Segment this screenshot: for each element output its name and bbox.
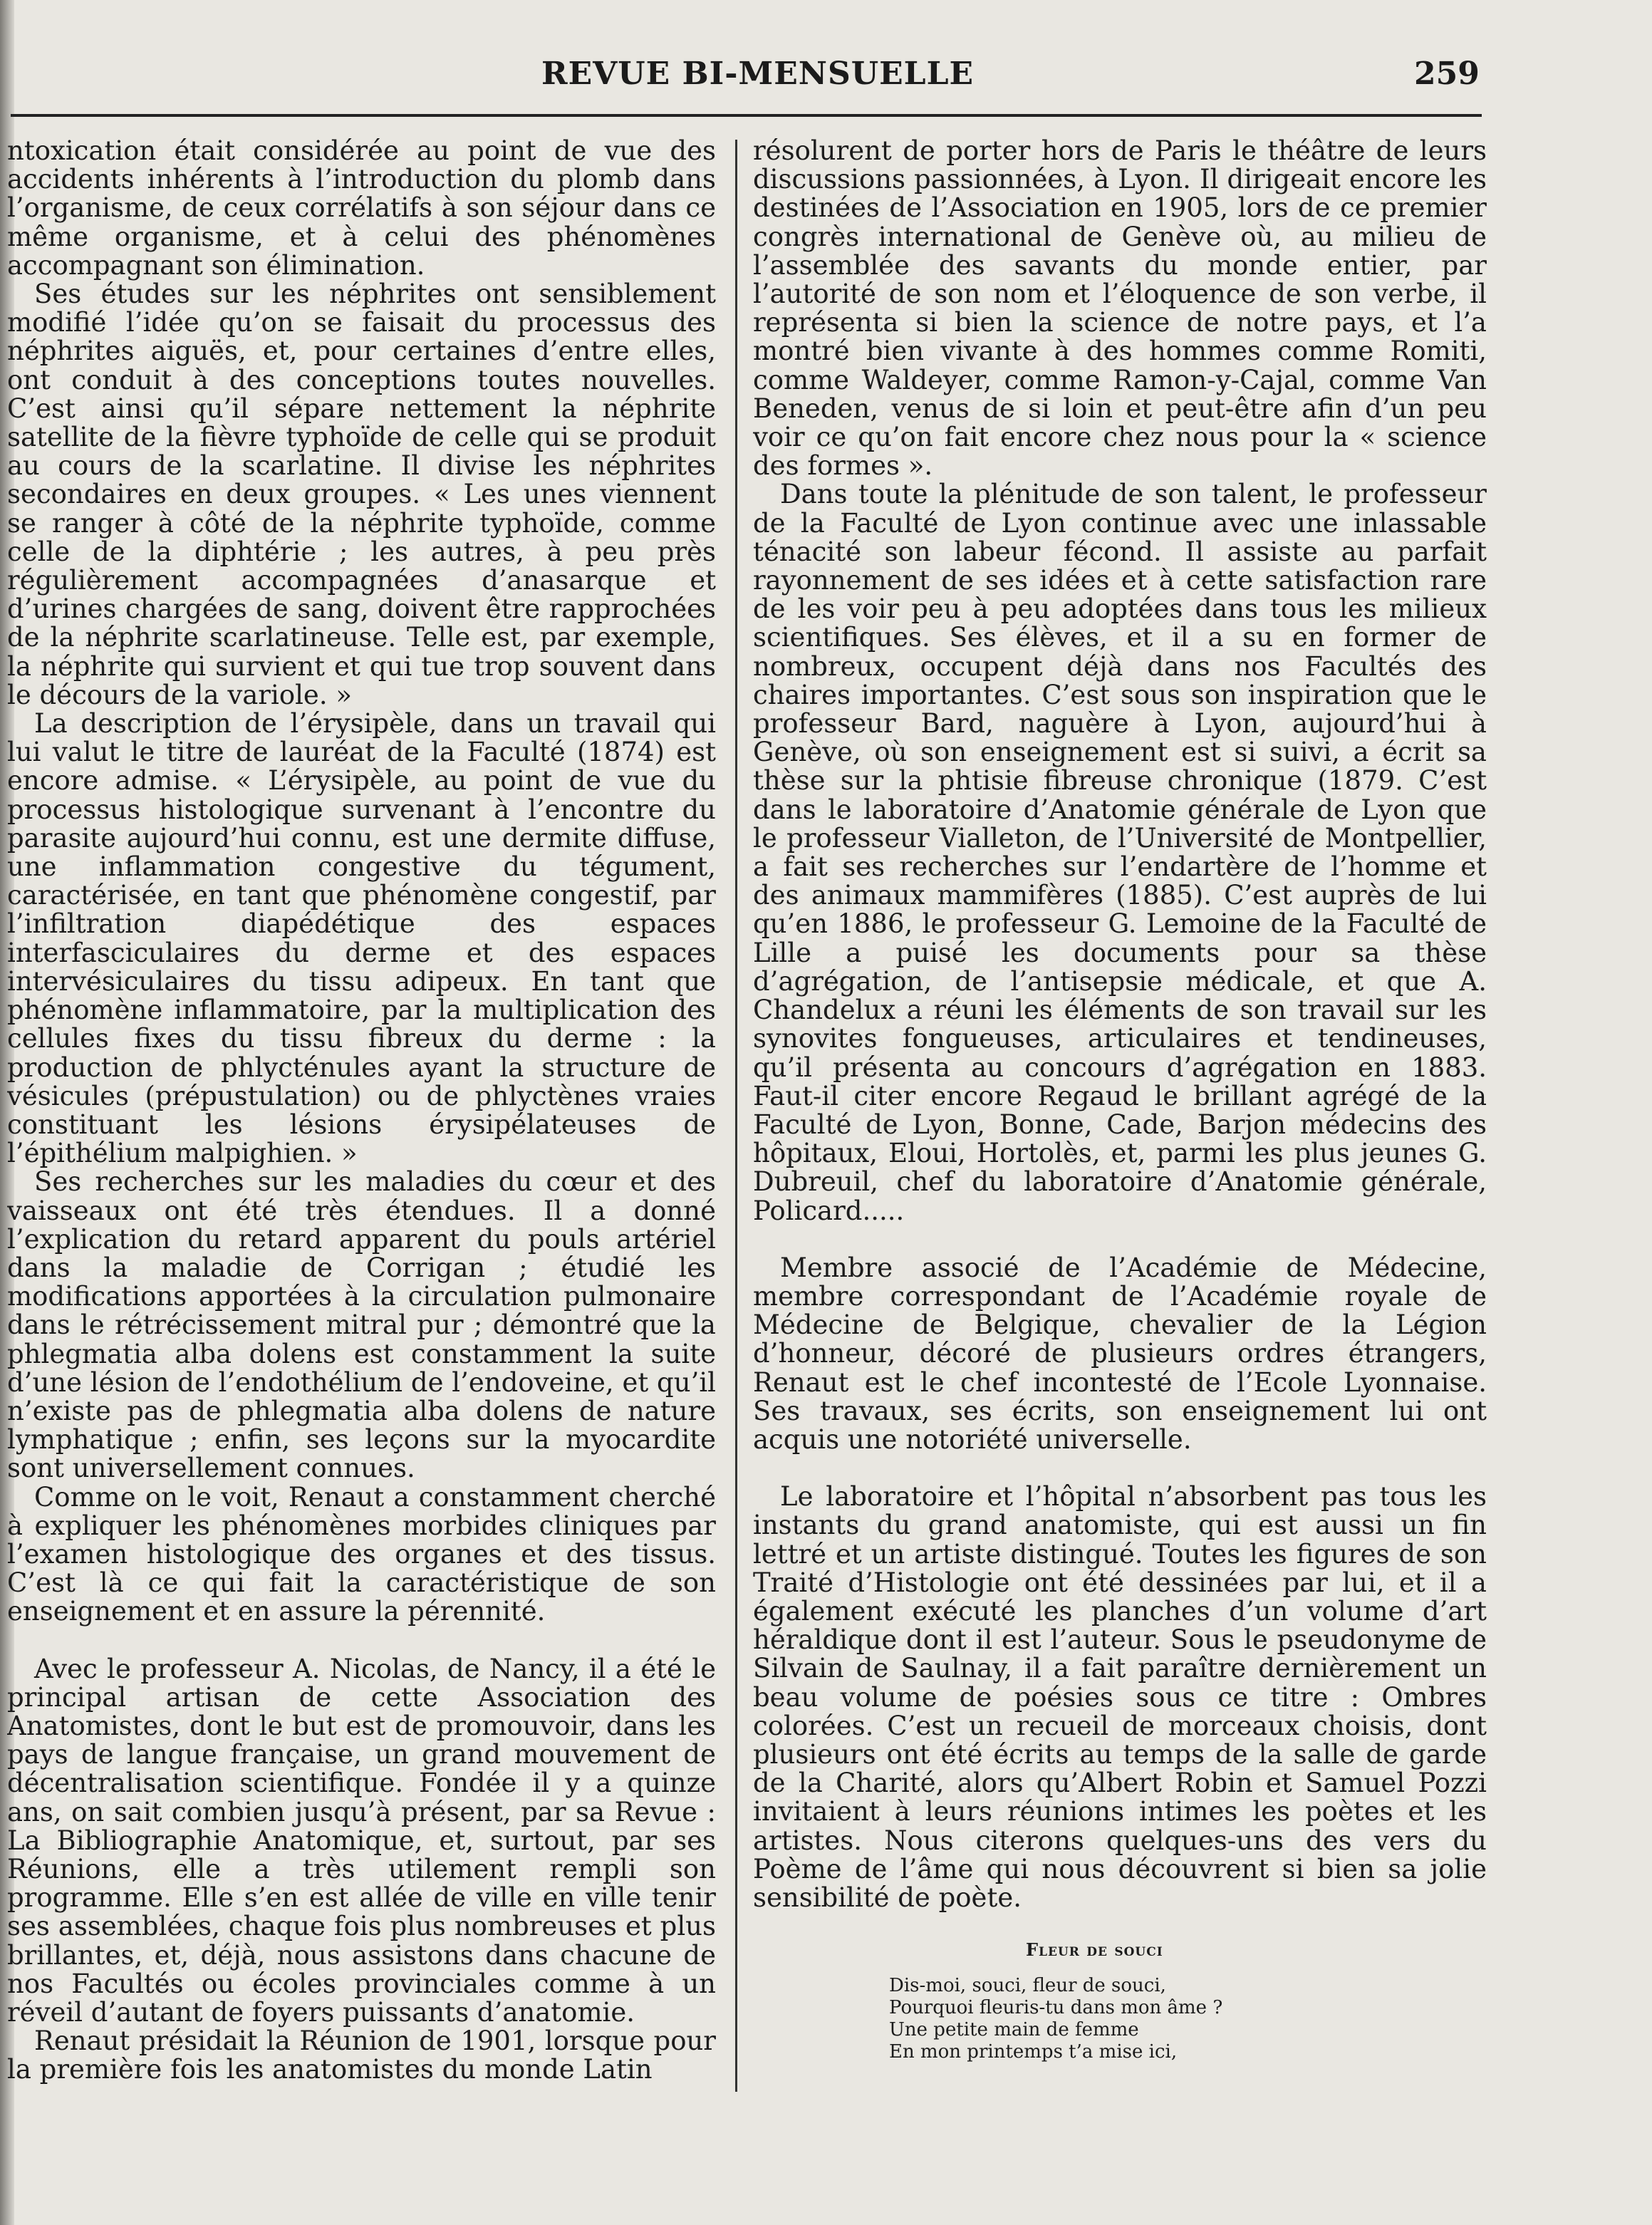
paragraph: Comme on le voit, Renaut a constamment cherché à expliquer les phénomènes morbides cliniques par l’examen histologique des organes et des tissus. C’est là ce qui fait la caractéristique de son enseignement et en assure la pérennité. <box>7 1481 716 1627</box>
paragraph: Membre associé de l’Académie de Médecine, membre correspondant de l’Académie royale de Médecine de Belgique, chevalier de la Légion d’honneur, décoré de plusieurs ordres étrangers, Renaut est le chef incontesté de l’Ecole Lyonnaise. Ses travaux, ses écrits, son enseignement lui ont acquis une notoriété universelle. <box>753 1252 1487 1455</box>
poem-title: Fleur de souci <box>1026 1939 1163 1960</box>
left-column <box>7 137 716 2089</box>
header-rule <box>11 114 1482 117</box>
paragraph: Ses recherches sur les maladies du cœur et des vaisseaux ont été très étendues. Il a donné l’explication du retard apparent du pouls artériel dans la maladie de Corrigan ; étudié les modifications apportées à la circulation pulmonaire dans le rétrécissement mitral pur ; démontré que la phlegmatia alba dolens est constamment la suite d’une lésion de l’endothélium de l’endoveine, et qu’il n’existe pas de phlegmatia alba dolens de nature lymphatique ; enfin, ses leçons sur la myocardite sont universellement connues. <box>7 1166 716 1484</box>
paragraph: Renaut présidait la Réunion de 1901, lorsque pour la première fois les anatomistes du monde Latin <box>7 2026 716 2085</box>
paragraph: Avec le professeur A. Nicolas, de Nancy, il a été le principal artisan de cette Association des Anatomistes, dont le but est de promouvoir, dans les pays de langue française, un grand mouvement de décentralisation scientifique. Fondée il y a quinze ans, on sait combien jusqu’à présent, par sa Revue : La Bibliographie Anatomique, et, surtout, par ses Réunions, elle a très utilement rempli son programme. Elle s’en est allée de ville en ville tenir ses assemblées, chaque fois plus nombreuses et plus brillantes, et, déjà, nous assistons dans chacune de nos Facultés ou écoles provinciales comme à un réveil d’autant de foyers puissants d’anatomie. <box>7 1653 716 2028</box>
poem-line: Une petite main de femme <box>889 2019 1139 2040</box>
page-header <box>0 56 1482 105</box>
poem <box>889 1975 1222 2063</box>
running-head: REVUE BI-MENSUELLE <box>541 56 975 92</box>
paragraph: résolurent de porter hors de Paris le théâtre de leurs discussions passionnées, à Lyon. Il dirigeait encore les destinées de l’Association en 1905, lors de ce premier congrès international de Genève où, au milieu de l’assemblée des savants du monde entier, par l’autorité de son nom et l’éloquence de son verbe, il représenta si bien la science de notre pays, et l’a montré bien vivante à des hommes comme Romiti, comme Waldeyer, comme Ramon-y-Cajal, comme Van Beneden, venus de si loin et peut-être afin d’un peu voir ce qu’on fait encore chez nous pour la « science des formes ». <box>753 137 1487 482</box>
paragraph: ntoxication était considérée au point de vue des accidents inhérents à l’introduction du plomb dans l’organisme, de ceux corrélatifs à son séjour dans ce même organisme, et à celui des phénomènes accompagnant son élimination. <box>7 137 716 281</box>
right-column <box>753 137 1487 1975</box>
poem-line: Pourquoi fleuris-tu dans mon âme ? <box>889 1997 1223 2018</box>
page-number: 259 <box>1414 56 1480 92</box>
paragraph: Le laboratoire et l’hôpital n’absorbent pas tous les instants du grand anatomiste, qui est aussi un fin lettré et un artiste distingué. Toutes les figures de son Traité d’Histologie ont été dessinées par lui, et il a également exécuté les planches d’un volume d’art héraldique dont il est l’auteur. Sous le pseudonyme de Silvain de Saulnay, il a fait paraître dernièrement un beau volume de poésies sous ce titre : Ombres colorées. C’est un recueil de morceaux choisis, dont plusieurs ont été écrits au temps de la salle de garde de la Charité, alors qu’Albert Robin et Samuel Pozzi invitaient à leurs réunions intimes les poètes et les artistes. Nous citerons quelques-uns des vers du Poème de l’âme qui nous découvrent si bien sa jolie sensibilité de poète. <box>753 1481 1487 1913</box>
column-divider <box>735 140 737 2092</box>
paragraph: Ses études sur les néphrites ont sensiblement modifié l’idée qu’on se faisait du processus des néphrites aiguës, et, pour certaines d’entre elles, ont conduit à des conceptions toutes nouvelles. C’est ainsi qu’il sépare nettement la néphrite satellite de la fièvre typhoïde de celle qui se produit au cours de la scarlatine. Il divise les néphrites secondaires en deux groupes. « Les unes viennent se ranger à côté de la néphrite typhoïde, comme celle de la diphtérie ; les autres, à peu près régulièrement accompagnées d’anasarque et d’urines chargées de sang, doivent être rapprochées de la néphrite scarlatineuse. Telle est, par exemple, la néphrite qui survient et qui tue trop souvent dans le décours de la variole. » <box>7 279 716 710</box>
poem-line: En mon printemps t’a mise ici, <box>889 2041 1178 2063</box>
paragraph: La description de l’érysipèle, dans un travail qui lui valut le titre de lauréat de la Faculté (1874) est encore admise. « L’érysipèle, au point de vue du processus histologique survenant à l’encontre du parasite aujourd’hui connu, est une dermite diffuse, une inflammation congestive du tégument, caractérisée, en tant que phénomène congestif, par l’infiltration diapédétique des espaces interfasciculaires du derme et des espaces intervésiculaires du tissu adipeux. En tant que phénomène inflammatoire, par la multiplication des cellules fixes du tissu fibreux du derme : la production de phlycténules ayant la structure de vésicules (prépustulation) ou de phlyctènes vraies constituant les lésions érysipélateuses de l’épithélium malpighien. » <box>7 708 716 1169</box>
poem-line: Dis-moi, souci, fleur de souci, <box>889 1975 1166 1996</box>
paragraph: Dans toute la plénitude de son talent, le professeur de la Faculté de Lyon continue avec une inlassable ténacité son labeur fécond. Il assiste au parfait rayonnement de ses idées et à cette satisfaction rare de les voir peu à peu adoptées dans tous les milieux scientifiques. Ses élèves, et il a su en former de nombreux, occupent déjà dans nos Facultés des chaires importantes. C’est sous son inspiration que le professeur Bard, naguère à Lyon, aujourd’hui à Genève, où son enseignement est si suivi, a écrit sa thèse sur la phtisie fibreuse chronique (1879. C’est dans le laboratoire d’Anatomie générale de Lyon que le professeur Vialleton, de l’Université de Montpellier, a fait ses recherches sur l’endartère de l’homme et des animaux mammifères (1885). C’est auprès de lui qu’en 1886, le professeur G. Lemoine de la Faculté de Lille a puisé les documents pour sa thèse d’agrégation, de l’antisepsie médicale, et que A. Chandelux a réuni les éléments de son travail sur les synovites fongueuses, articulaires et tendineuses, qu’il présenta au concours d’agrégation en 1883. Faut-il citer encore Regaud le brillant agrégé de la Faculté de Lyon, Bonne, Cade, Barjon médecins des hôpitaux, Eloui, Hortolès, et, parmi les plus jeunes G. Dubreuil, chef du laboratoire d’Anatomie générale, Policard..... <box>753 479 1487 1226</box>
